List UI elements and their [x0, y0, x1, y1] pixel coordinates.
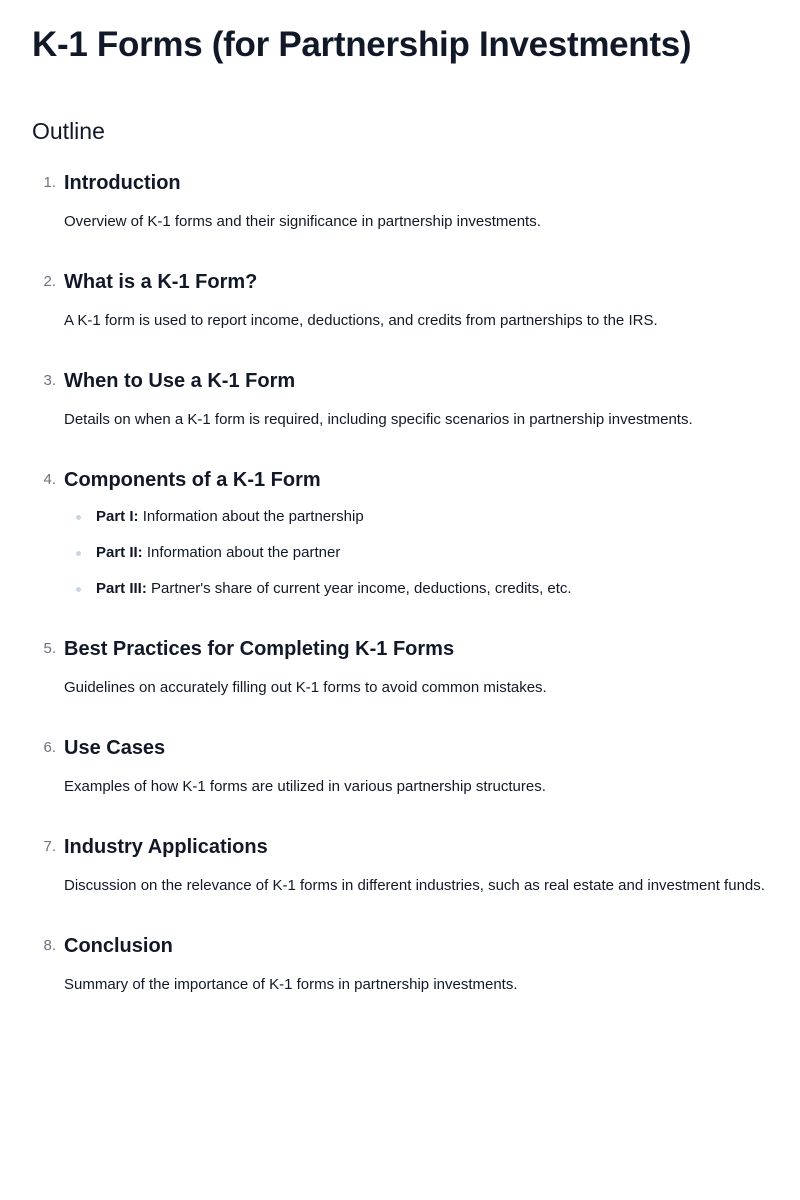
- outline-item-what-is-k1: [32, 267, 768, 335]
- section-title: When to Use a K-1 Form: [64, 370, 296, 392]
- bullet-icon: [76, 551, 81, 556]
- outline-item-use-cases: [32, 733, 768, 801]
- section-description: Discussion on the relevance of K-1 forms in different industries, such as real estate and investment funds.: [64, 877, 765, 894]
- part-label: Part II:: [96, 544, 143, 561]
- outline-item-industry-applications: [32, 832, 768, 900]
- section-description: Guidelines on accurately filling out K-1 forms to avoid common mistakes.: [64, 679, 547, 696]
- section-description: A K-1 form is used to report income, deductions, and credits from partnerships to the IRS.: [64, 312, 658, 329]
- bullet-icon: [76, 515, 81, 520]
- components-list: [64, 503, 768, 603]
- outline-heading: Outline: [32, 118, 105, 144]
- section-description: Summary of the importance of K-1 forms in partnership investments.: [64, 976, 518, 993]
- part-text: Partner's share of current year income, deductions, credits, etc.: [151, 580, 572, 597]
- section-title: Best Practices for Completing K-1 Forms: [64, 638, 455, 660]
- item-number: 3.: [43, 372, 56, 389]
- outline-item-when-to-use: [32, 366, 768, 434]
- section-title: Introduction: [64, 172, 181, 194]
- section-description: Examples of how K-1 forms are utilized in various partnership structures.: [64, 778, 546, 795]
- item-number: 6.: [43, 739, 56, 756]
- bullet-icon: [76, 587, 81, 592]
- page-title: K-1 Forms (for Partnership Investments): [32, 25, 692, 64]
- item-number: 2.: [43, 273, 56, 290]
- outline-item-best-practices: [32, 634, 768, 702]
- item-number: 4.: [43, 471, 56, 488]
- item-number: 5.: [43, 640, 56, 657]
- section-title: What is a K-1 Form?: [64, 271, 258, 293]
- section-description: Details on when a K-1 form is required, including specific scenarios in partnership investments.: [64, 411, 693, 428]
- outline-list: [32, 168, 768, 999]
- item-number: 1.: [43, 174, 56, 191]
- component-item-part-ii: [64, 539, 768, 567]
- section-title: Conclusion: [64, 935, 173, 957]
- item-number: 8.: [43, 937, 56, 954]
- part-text: Information about the partnership: [142, 508, 364, 525]
- item-number: 7.: [43, 838, 56, 855]
- section-title: Industry Applications: [64, 836, 268, 858]
- outline-item-introduction: [32, 168, 768, 236]
- component-item-part-iii: [64, 575, 768, 603]
- section-description: Overview of K-1 forms and their significance in partnership investments.: [64, 213, 541, 230]
- part-text: Information about the partner: [146, 544, 341, 561]
- part-label: Part I:: [96, 508, 139, 525]
- component-item-part-i: [64, 503, 768, 531]
- section-title: Components of a K-1 Form: [64, 469, 321, 491]
- outline-item-components: [32, 465, 768, 603]
- part-label: Part III:: [96, 580, 147, 597]
- outline-item-conclusion: [32, 931, 768, 999]
- section-title: Use Cases: [64, 737, 166, 759]
